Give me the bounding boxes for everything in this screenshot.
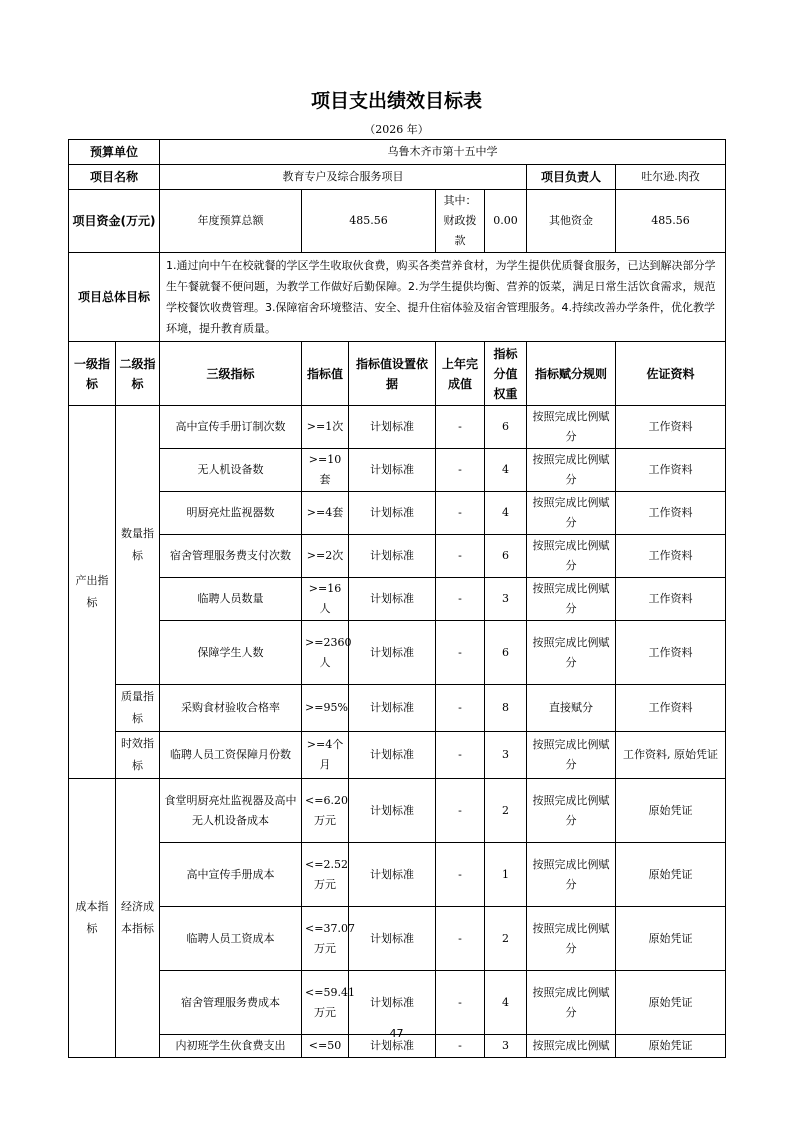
indicator-basis: 计划标准 xyxy=(349,971,436,1035)
header-weight: 指标分值权重 xyxy=(485,342,527,406)
header-level3: 三级指标 xyxy=(160,342,302,406)
indicator-evidence: 工作资料 xyxy=(616,492,726,535)
indicator-name: 高中宣传手册成本 xyxy=(160,843,302,907)
indicator-weight: 2 xyxy=(485,779,527,843)
indicator-rule: 按照完成比例赋分 xyxy=(527,971,616,1035)
indicator-last-year: - xyxy=(436,971,485,1035)
leader-label: 项目负责人 xyxy=(527,165,616,190)
indicator-value: >=16人 xyxy=(302,578,349,621)
indicator-value: <=37.07万元 xyxy=(302,907,349,971)
indicator-name: 临聘人员工资成本 xyxy=(160,907,302,971)
table-row xyxy=(69,449,726,492)
indicator-rule: 按照完成比例赋分 xyxy=(527,492,616,535)
table-row xyxy=(69,907,726,971)
indicator-name: 临聘人员工资保障月份数 xyxy=(160,732,302,779)
performance-table xyxy=(68,139,726,1058)
indicator-weight: 4 xyxy=(485,971,527,1035)
indicator-rule: 按照完成比例赋分 xyxy=(527,449,616,492)
indicator-weight: 3 xyxy=(485,1035,527,1058)
indicator-basis: 计划标准 xyxy=(349,621,436,685)
other-value: 485.56 xyxy=(616,190,726,253)
indicator-evidence: 原始凭证 xyxy=(616,907,726,971)
table-row xyxy=(69,621,726,685)
indicator-rule: 直接赋分 xyxy=(527,685,616,732)
indicator-evidence: 工作资料 xyxy=(616,449,726,492)
group-output: 产出指标 xyxy=(69,406,116,779)
indicator-weight: 2 xyxy=(485,907,527,971)
header-last-year: 上年完成值 xyxy=(436,342,485,406)
header-value: 指标值 xyxy=(302,342,349,406)
indicator-last-year: - xyxy=(436,1035,485,1058)
table-row xyxy=(69,843,726,907)
project-name-value: 教育专户及综合服务项目 xyxy=(160,165,527,190)
indicator-basis: 计划标准 xyxy=(349,535,436,578)
indicator-value: <=2.52万元 xyxy=(302,843,349,907)
indicator-value: >=4套 xyxy=(302,492,349,535)
group-economic: 经济成本指标 xyxy=(116,779,160,1058)
indicator-rule: 按照完成比例赋分 xyxy=(527,779,616,843)
unit-label: 预算单位 xyxy=(69,140,160,165)
header-basis: 指标值设置依据 xyxy=(349,342,436,406)
indicator-last-year: - xyxy=(436,449,485,492)
indicator-name: 采购食材验收合格率 xyxy=(160,685,302,732)
header-level1: 一级指标 xyxy=(69,342,116,406)
indicator-weight: 6 xyxy=(485,535,527,578)
indicator-rule: 按照完成比例赋分 xyxy=(527,578,616,621)
indicator-name: 宿舍管理服务费成本 xyxy=(160,971,302,1035)
indicator-rule: 按照完成比例赋分 xyxy=(527,535,616,578)
indicator-rule: 按照完成比例赋分 xyxy=(527,907,616,971)
indicator-rule: 按照完成比例赋分 xyxy=(527,843,616,907)
indicator-last-year: - xyxy=(436,685,485,732)
indicator-basis: 计划标准 xyxy=(349,685,436,732)
table-row xyxy=(69,492,726,535)
leader-value: 吐尔逊.肉孜 xyxy=(616,165,726,190)
annual-budget-value: 485.56 xyxy=(302,190,436,253)
group-quantity: 数量指标 xyxy=(116,406,160,685)
indicator-basis: 计划标准 xyxy=(349,578,436,621)
indicator-last-year: - xyxy=(436,732,485,779)
indicator-weight: 3 xyxy=(485,578,527,621)
indicator-weight: 1 xyxy=(485,843,527,907)
header-evidence: 佐证资料 xyxy=(616,342,726,406)
table-row xyxy=(69,732,726,779)
annual-budget-label: 年度预算总额 xyxy=(160,190,302,253)
indicator-last-year: - xyxy=(436,779,485,843)
indicator-value: >=2次 xyxy=(302,535,349,578)
year-label: （2026 年） xyxy=(364,123,429,136)
table-row xyxy=(69,685,726,732)
indicator-rule: 按照完成比例赋 xyxy=(527,1035,616,1058)
group-cost: 成本指标 xyxy=(69,779,116,1058)
indicator-name: 内初班学生伙食费支出 xyxy=(160,1035,302,1058)
indicator-name: 保障学生人数 xyxy=(160,621,302,685)
table-row xyxy=(69,779,726,843)
indicator-value: <=50 xyxy=(302,1035,349,1058)
indicator-value: >=2360人 xyxy=(302,621,349,685)
indicator-last-year: - xyxy=(436,492,485,535)
indicator-basis: 计划标准 xyxy=(349,1035,436,1058)
indicator-name: 明厨亮灶监视器数 xyxy=(160,492,302,535)
indicator-evidence: 工作资料 xyxy=(616,578,726,621)
funds-label: 项目资金(万元) xyxy=(69,190,160,253)
table-row xyxy=(69,535,726,578)
indicator-value: >=10套 xyxy=(302,449,349,492)
indicator-value: >=95% xyxy=(302,685,349,732)
indicator-evidence: 原始凭证 xyxy=(616,1035,726,1058)
fiscal-label: 其中：财政拨款 xyxy=(436,190,485,253)
indicator-basis: 计划标准 xyxy=(349,843,436,907)
indicator-last-year: - xyxy=(436,621,485,685)
indicator-evidence: 原始凭证 xyxy=(616,971,726,1035)
indicator-value: <=59.41万元 xyxy=(302,971,349,1035)
indicator-last-year: - xyxy=(436,535,485,578)
header-rule: 指标赋分规则 xyxy=(527,342,616,406)
overall-label: 项目总体目标 xyxy=(69,253,160,342)
indicator-value: <=6.20万元 xyxy=(302,779,349,843)
indicator-last-year: - xyxy=(436,406,485,449)
indicator-name: 无人机设备数 xyxy=(160,449,302,492)
indicator-basis: 计划标准 xyxy=(349,779,436,843)
table-row xyxy=(69,578,726,621)
page-number: 47 xyxy=(389,1027,404,1040)
indicator-evidence: 工作资料, 原始凭证 xyxy=(616,732,726,779)
table-row xyxy=(69,971,726,1035)
indicator-basis: 计划标准 xyxy=(349,449,436,492)
indicator-name: 食堂明厨亮灶监视器及高中无人机设备成本 xyxy=(160,779,302,843)
indicator-name: 高中宣传手册订制次数 xyxy=(160,406,302,449)
other-label: 其他资金 xyxy=(527,190,616,253)
indicator-weight: 8 xyxy=(485,685,527,732)
indicator-basis: 计划标准 xyxy=(349,492,436,535)
indicator-evidence: 原始凭证 xyxy=(616,779,726,843)
indicator-evidence: 工作资料 xyxy=(616,685,726,732)
indicator-last-year: - xyxy=(436,843,485,907)
indicator-value: >=4个月 xyxy=(302,732,349,779)
indicator-weight: 6 xyxy=(485,406,527,449)
indicator-rule: 按照完成比例赋分 xyxy=(527,406,616,449)
indicator-evidence: 工作资料 xyxy=(616,406,726,449)
indicator-weight: 4 xyxy=(485,449,527,492)
indicator-weight: 3 xyxy=(485,732,527,779)
group-timeliness: 时效指标 xyxy=(116,732,160,779)
indicator-evidence: 原始凭证 xyxy=(616,843,726,907)
unit-value: 乌鲁木齐市第十五中学 xyxy=(160,140,726,165)
indicator-basis: 计划标准 xyxy=(349,907,436,971)
indicator-last-year: - xyxy=(436,907,485,971)
indicator-weight: 6 xyxy=(485,621,527,685)
header-level2: 二级指标 xyxy=(116,342,160,406)
table-row xyxy=(69,406,726,449)
indicator-name: 宿舍管理服务费支付次数 xyxy=(160,535,302,578)
group-quality: 质量指标 xyxy=(116,685,160,732)
indicator-value: >=1次 xyxy=(302,406,349,449)
page-title: 项目支出绩效目标表 xyxy=(310,90,482,112)
indicator-weight: 4 xyxy=(485,492,527,535)
fiscal-value: 0.00 xyxy=(485,190,527,253)
project-name-label: 项目名称 xyxy=(69,165,160,190)
indicator-name: 临聘人员数量 xyxy=(160,578,302,621)
indicator-evidence: 工作资料 xyxy=(616,621,726,685)
overall-text: 1.通过向中午在校就餐的学区学生收取伙食费，购买各类营养食材，为学生提供优质餐食服务，已达到解决部分学生午餐就餐不便问题，为教学工作做好后勤保障。2.为学生提供均衡、营养的饭菜，满足日常生活饮食需求，规范学校餐饮收费管理。3.保障宿舍环境整洁、安全、提升住宿体验及宿舍管理服务。4.持续改善办学条件，优化教学环境，提升教育质量。 xyxy=(160,253,726,342)
indicator-basis: 计划标准 xyxy=(349,732,436,779)
indicator-rule: 按照完成比例赋分 xyxy=(527,621,616,685)
indicator-rule: 按照完成比例赋分 xyxy=(527,732,616,779)
indicator-evidence: 工作资料 xyxy=(616,535,726,578)
indicator-basis: 计划标准 xyxy=(349,406,436,449)
indicator-last-year: - xyxy=(436,578,485,621)
